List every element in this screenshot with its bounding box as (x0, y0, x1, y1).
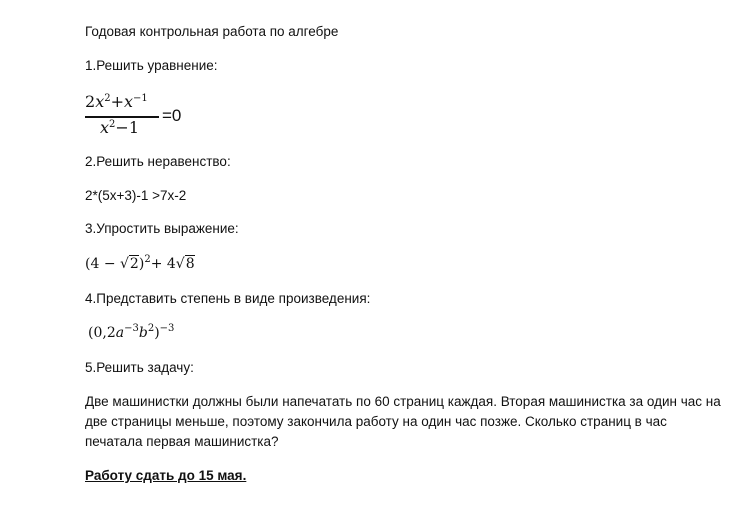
task4-label: 4.Представить степень в виде произведения: (85, 291, 371, 306)
task2-expression: 2*(5x+3)-1 >7x-2 (85, 188, 187, 203)
task1-label: 1.Решить уравнение: (85, 58, 218, 73)
task5-text: Две машинистки должны были напечатать по 60 страниц каждая. Вторая машинистка за один час на две страницы меньше, поэтому закончила работу на один час позже. Сколько страниц в час печатала первая машинистка? (85, 394, 721, 449)
task2-label: 2.Решить неравенство: (85, 154, 231, 169)
document-page: Годовая контрольная работа по алгебре 1.Решить уравнение: $2x^2+x^{-1}$ $x^2-1$ =0 2.Решить неравенство: 2*(5x+3)-1 >7x-2 3.Упростить выражение: $(4 - √2)^2+ 4√8$ 4.Представить степень в виде произведения: $(0,2a^{-3}b^2)^{-3}$ 5.Решить задачу: Две машинистки должны были напечатать по 60 страниц каждая. Вторая машинистка за один час на две страницы меньше, поэтому закончила работу на один час позже. Сколько страниц в час печатала первая машинистка? Работу сдать до 15 мая. (0, 0, 744, 517)
task5-label: 5.Решить задачу: (85, 360, 194, 375)
task4-expression: $(0,2a^{-3}b^2)^{-3}$ (88, 323, 175, 341)
deadline-note: Работу сдать до 15 мая. (85, 468, 247, 483)
task3-expression: $(4 - √2)^2+ 4√8$ (85, 254, 195, 272)
task3-label: 3.Упростить выражение: (85, 221, 239, 236)
document-title: Годовая контрольная работа по алгебре (85, 24, 339, 39)
